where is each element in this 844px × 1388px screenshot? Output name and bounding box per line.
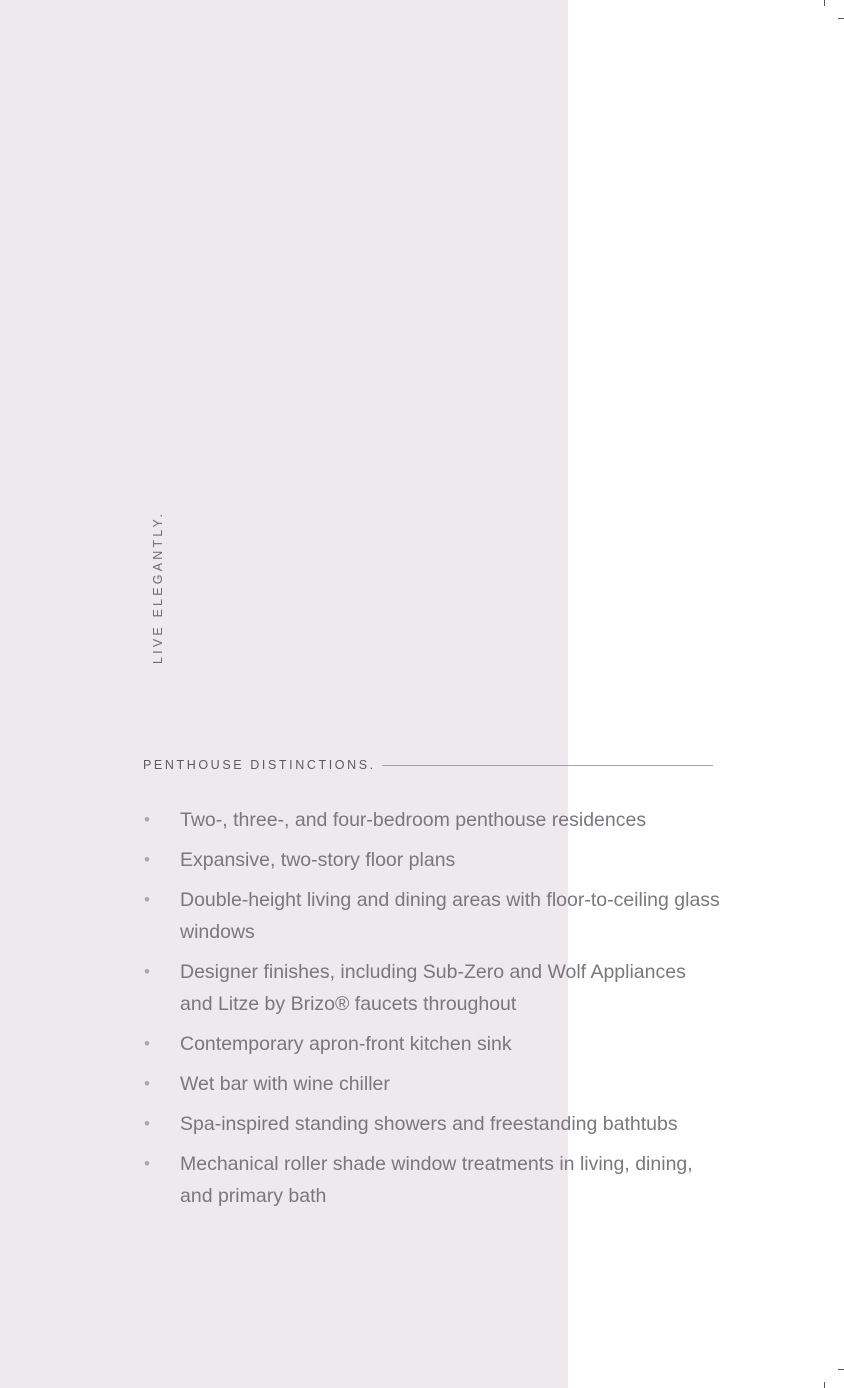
- feature-text: Expansive, two-story floor plans: [180, 849, 456, 871]
- bullet-icon: •: [144, 1154, 150, 1173]
- bullet-icon: •: [144, 962, 150, 981]
- feature-text: Contemporary apron-front kitchen sink: [180, 1033, 512, 1055]
- crop-mark-bottom-horizontal: [838, 1369, 844, 1370]
- section-divider: [382, 765, 713, 766]
- bullet-icon: •: [144, 1114, 150, 1133]
- crop-mark-top-horizontal: [838, 18, 844, 19]
- feature-text: Mechanical roller shade window treatments in living, dining, and primary bath: [180, 1153, 693, 1207]
- list-item: [143, 956, 723, 1020]
- crop-mark-top-vertical: [824, 0, 825, 6]
- section-header: [143, 756, 713, 774]
- feature-text: Two-, three-, and four-bedroom penthouse residences: [180, 809, 647, 831]
- feature-text: Designer finishes, including Sub-Zero and Wolf Appliances and Litze by Brizo® faucets throughout: [180, 961, 686, 1015]
- bullet-icon: •: [144, 810, 150, 829]
- list-item: [143, 804, 723, 836]
- feature-text: Spa-inspired standing showers and freestanding bathtubs: [180, 1113, 678, 1135]
- list-item: [143, 1028, 723, 1060]
- feature-text: Double-height living and dining areas with floor-to-ceiling glass windows: [180, 889, 720, 943]
- list-item: [143, 1108, 723, 1140]
- feature-text: Wet bar with wine chiller: [180, 1073, 390, 1095]
- section-title: PENTHOUSE DISTINCTIONS.: [143, 757, 376, 772]
- list-item: [143, 1068, 723, 1100]
- list-item: [143, 1148, 723, 1212]
- vertical-tagline: LIVE ELEGANTLY.: [151, 510, 165, 664]
- bullet-icon: •: [144, 1034, 150, 1053]
- list-item: [143, 844, 723, 876]
- bullet-icon: •: [144, 890, 150, 909]
- list-item: [143, 884, 723, 948]
- feature-list: [143, 804, 723, 1220]
- bullet-icon: •: [144, 850, 150, 869]
- bullet-icon: •: [144, 1074, 150, 1093]
- crop-mark-bottom-vertical: [824, 1382, 825, 1388]
